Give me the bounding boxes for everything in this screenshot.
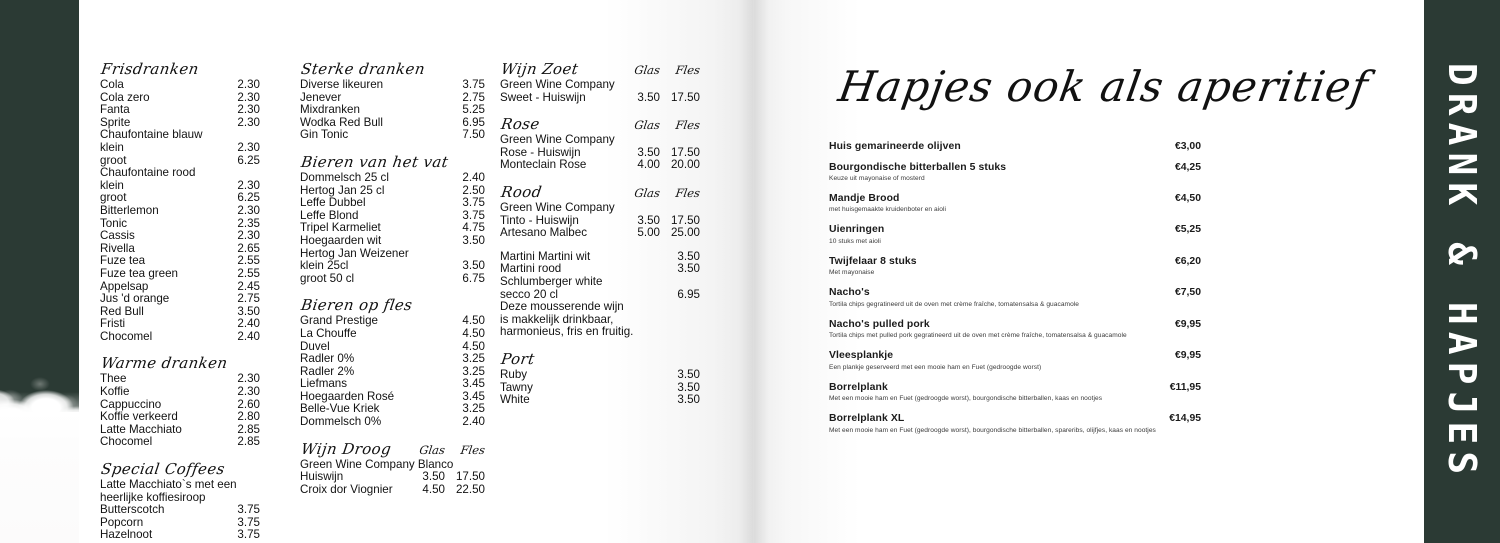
item-price: 2.40 <box>462 170 485 184</box>
menu-row <box>300 353 485 366</box>
item-name: Butterscotch <box>100 503 165 517</box>
menu-row <box>500 92 700 105</box>
item-name: Schlumberger white <box>500 274 603 288</box>
item-price: 2.55 <box>237 254 260 268</box>
drinks-column-3 <box>500 60 700 407</box>
snack-price: €4,50 <box>1174 192 1201 204</box>
item-name: Bitterlemon <box>100 203 159 217</box>
menu-row <box>100 293 260 306</box>
item-price: 2.30 <box>237 90 260 104</box>
snack-item-header <box>829 141 1201 152</box>
item-price: 2.45 <box>237 279 260 293</box>
item-price: 3.50 <box>462 233 485 247</box>
item-price: 2.80 <box>237 410 260 424</box>
menu-row <box>100 529 260 542</box>
item-name: heerlijke koffiesiroop <box>100 490 206 504</box>
snack-item-header <box>829 350 1201 361</box>
drinks-column-2 <box>300 60 485 496</box>
snack-description: 10 stuks met aioli <box>829 237 881 245</box>
item-price: 2.60 <box>237 397 260 411</box>
item-price: 4.50 <box>462 326 485 340</box>
item-name: Hoegaarden Rosé <box>300 389 395 403</box>
glas-column-header: Glas <box>418 442 446 457</box>
item-name: White <box>500 393 530 407</box>
section-gap <box>300 429 485 440</box>
section-gap <box>500 339 700 350</box>
item-name: Chocomel <box>100 435 153 449</box>
snack-item-header <box>829 162 1201 173</box>
item-price: 6.25 <box>237 191 260 205</box>
item-name: groot <box>100 153 127 167</box>
item-price: 3.50 <box>677 262 700 276</box>
snack-item <box>829 382 1201 404</box>
menu-row <box>300 172 485 185</box>
snack-item <box>829 256 1201 278</box>
menu-row <box>300 79 485 92</box>
snack-description: Met mayonaise <box>829 269 875 277</box>
item-name: Croix dor Viognier <box>300 482 393 496</box>
item-name: Liefmans <box>300 377 348 391</box>
item-name: Fristi <box>100 317 126 331</box>
item-bottle-price: 22.50 <box>455 482 485 496</box>
section-title: Rose <box>500 115 542 134</box>
menu-row <box>100 167 260 180</box>
item-price: 2.85 <box>237 435 260 449</box>
item-name: klein 25cl <box>300 259 349 273</box>
item-price: 3.50 <box>677 249 700 263</box>
item-name: is makkelijk drinkbaar, <box>500 312 614 326</box>
section-gap <box>500 172 700 183</box>
item-price: 2.30 <box>237 372 260 386</box>
item-name: Hazelnoot <box>100 528 153 542</box>
item-name: Appelsap <box>100 279 149 293</box>
menu-row <box>300 328 485 341</box>
snack-item <box>829 413 1201 435</box>
item-price: 3.50 <box>637 90 660 104</box>
item-name: Diverse likeuren <box>300 78 384 91</box>
item-name: secco 20 cl <box>500 287 558 301</box>
snack-price: €3,00 <box>1174 141 1201 152</box>
snack-description: Met een mooie ham en Fuet (gedroogde worst), bourgondische bitterballen, kaas en nootjes <box>829 395 1103 403</box>
item-name: Jenever <box>300 90 342 104</box>
snack-price: €5,25 <box>1174 224 1201 236</box>
item-name: Monteclain Rose <box>500 158 587 172</box>
menu-row <box>500 369 700 382</box>
menu-row <box>500 382 700 395</box>
item-bottle-price: 17.50 <box>455 470 485 484</box>
item-name: Fuze tea green <box>100 266 178 280</box>
left-band-fill <box>0 0 79 412</box>
item-name: Rose - Huiswijn <box>500 145 581 159</box>
item-price: 3.50 <box>677 393 700 407</box>
right-green-band <box>1424 0 1500 543</box>
item-bottle-price: 20.00 <box>670 158 700 172</box>
item-price: 3.25 <box>462 352 485 366</box>
snack-price: €9,95 <box>1174 318 1201 330</box>
item-price: 2.35 <box>237 216 260 230</box>
menu-row <box>300 104 485 117</box>
item-price: 2.75 <box>462 90 485 104</box>
item-price: 3.25 <box>462 402 485 416</box>
item-price: 3.50 <box>677 367 700 381</box>
item-price: 6.25 <box>237 153 260 167</box>
item-name: Jus 'd orange <box>100 292 170 306</box>
fles-column-header: Fles <box>674 63 701 77</box>
item-name: Cola zero <box>100 90 150 104</box>
fles-column-header: Fles <box>459 442 486 457</box>
menu-row <box>500 276 700 289</box>
snack-description: Een plankje geserveerd met een mooie ham en Fuet (gedroogde worst) <box>829 363 1042 371</box>
item-name: Cola <box>100 78 124 91</box>
menu-row <box>500 159 700 172</box>
item-price: 2.40 <box>237 317 260 331</box>
item-name: Martini rood <box>500 262 562 276</box>
menu-row <box>300 484 485 497</box>
menu-row <box>100 129 260 142</box>
item-name: Red Bull <box>100 304 144 318</box>
item-price: 3.50 <box>677 380 700 394</box>
item-name: Chaufontaine rood <box>100 166 196 180</box>
snack-item-header <box>829 319 1201 330</box>
left-green-band <box>0 0 79 543</box>
item-price: 6.95 <box>462 115 485 129</box>
item-name: Tripel Karmeliet <box>300 221 381 235</box>
section-title: Warme dranken <box>100 354 229 373</box>
page-title: Hapjes ook als aperitief <box>835 62 1373 111</box>
item-price: 3.50 <box>637 213 660 227</box>
item-name: Cappuccino <box>100 397 162 411</box>
item-price: 3.75 <box>462 78 485 91</box>
snack-name: Huis gemarineerde olijven <box>829 141 961 152</box>
item-name: Rivella <box>100 241 135 255</box>
item-name: Chocomel <box>100 329 153 343</box>
item-bottle-price: 25.00 <box>670 226 700 240</box>
snack-description: Met een mooie ham en Fuet (gedroogde worst), bourgondische bitterballen, spareribs, olijfjes, kaas en nootjes <box>829 426 1156 434</box>
smoke-fade <box>0 392 79 543</box>
item-name: Leffe Dubbel <box>300 196 366 210</box>
item-name: Thee <box>100 372 127 386</box>
item-price: 2.30 <box>237 115 260 129</box>
menu-row <box>100 504 260 517</box>
snack-item <box>829 162 1201 184</box>
item-name: Latte Macchiato <box>100 422 182 436</box>
item-name: Martini Martini wit <box>500 249 591 263</box>
section-title: Rood <box>500 182 544 201</box>
snack-name: Borrelplank XL <box>829 413 905 425</box>
item-price: 2.30 <box>237 103 260 117</box>
section-title: Frisdranken <box>100 60 201 78</box>
item-name: Green Wine Company <box>500 78 615 91</box>
snack-price: €7,50 <box>1174 287 1201 299</box>
section-gap <box>300 142 485 153</box>
section-title: Bieren van het vat <box>300 152 450 171</box>
snack-item-header <box>829 193 1201 204</box>
item-name: Tonic <box>100 216 128 230</box>
section-title: Wijn Zoet <box>500 60 580 78</box>
snack-name: Vleesplankje <box>829 350 894 362</box>
snack-item <box>829 224 1201 246</box>
item-price: 2.30 <box>237 140 260 154</box>
item-name: Latte Macchiato`s met een <box>100 478 237 492</box>
item-price: 4.50 <box>462 339 485 353</box>
snack-description: Tortila chips met pulled pork gegratineerd uit de oven met crème fraîche, tomatensalsa & guacamole <box>829 332 1127 340</box>
section-header-row <box>500 183 700 202</box>
item-name: Hoegaarden wit <box>300 233 382 247</box>
snack-description: Keuze uit mayonaise of mosterd <box>829 174 925 182</box>
item-price: 2.30 <box>237 178 260 192</box>
item-name: Green Wine Company <box>500 133 615 147</box>
item-name: Tawny <box>500 380 533 394</box>
item-name: harmonieus, fris en fruitig. <box>500 325 634 339</box>
menu-row <box>300 471 485 484</box>
menu-row <box>300 197 485 210</box>
section-title: Special Coffees <box>100 460 227 479</box>
page-spine-shadow <box>739 0 769 543</box>
menu-row <box>100 331 260 344</box>
item-price: 3.75 <box>237 503 260 517</box>
menu-row <box>500 394 700 407</box>
menu-row <box>500 301 700 314</box>
snack-name: Twijfelaar 8 stuks <box>829 255 917 267</box>
section-header-row <box>500 115 700 134</box>
snack-item-header <box>829 256 1201 267</box>
snack-price: €9,95 <box>1174 350 1201 362</box>
item-name: Radler 0% <box>300 352 355 366</box>
section-gap <box>100 449 260 460</box>
item-price: 2.50 <box>462 183 485 197</box>
item-price: 6.95 <box>677 287 700 301</box>
snack-item <box>829 350 1201 372</box>
drinks-column-1 <box>100 60 260 542</box>
item-name: Koffie <box>100 385 130 399</box>
drank-en-hapjes-label: DRANK & HAPJES <box>1440 62 1484 481</box>
snack-item-header <box>829 382 1201 393</box>
item-price: 2.55 <box>237 266 260 280</box>
menu-row <box>300 378 485 391</box>
menu-row <box>500 134 700 147</box>
menu-row <box>300 129 485 142</box>
item-price: 2.30 <box>237 385 260 399</box>
item-name: Green Wine Company <box>500 200 615 214</box>
item-name: Hertog Jan 25 cl <box>300 183 385 197</box>
item-price: 4.50 <box>462 314 485 328</box>
item-name: Tinto - Huiswijn <box>500 213 579 227</box>
menu-row <box>100 104 260 117</box>
snack-price: €11,95 <box>1169 381 1201 393</box>
item-name: La Chouffe <box>300 326 357 340</box>
item-price: 5.00 <box>637 226 660 240</box>
item-name: klein <box>100 140 124 154</box>
section-header-row <box>300 440 485 459</box>
section-title: Sterke dranken <box>300 60 427 78</box>
glas-column-header: Glas <box>633 118 661 133</box>
item-price: 2.40 <box>462 415 485 429</box>
item-name: Green Wine Company Blanco <box>300 457 454 471</box>
snack-item <box>829 287 1201 309</box>
item-price: 2.65 <box>237 241 260 255</box>
item-price: 2.75 <box>237 292 260 306</box>
snack-name: Bourgondische bitterballen 5 stuks <box>829 161 1007 173</box>
item-name: Sprite <box>100 115 131 129</box>
item-name: Mixdranken <box>300 103 360 117</box>
item-name: Dommelsch 0% <box>300 415 382 429</box>
item-name: Fanta <box>100 103 130 117</box>
item-price: 3.75 <box>462 196 485 210</box>
item-name: Duvel <box>300 339 330 353</box>
item-name: groot <box>100 191 127 205</box>
item-name: Fuze tea <box>100 254 146 268</box>
item-name: Wodka Red Bull <box>300 115 383 129</box>
snack-description: met huisgemaakte kruidenboter en aioli <box>829 206 946 214</box>
item-price: 6.75 <box>462 271 485 285</box>
snack-name: Mandje Brood <box>829 192 900 204</box>
item-name: Sweet - Huiswijn <box>500 90 586 104</box>
item-price: 4.00 <box>637 158 660 172</box>
menu-row <box>100 318 260 331</box>
item-name: Huiswijn <box>300 470 344 484</box>
menu-row <box>300 260 485 273</box>
item-name: Artesano Malbec <box>500 226 587 240</box>
item-name: Koffie verkeerd <box>100 410 178 424</box>
item-name: Leffe Blond <box>300 208 359 222</box>
menu-row <box>100 79 260 92</box>
item-bottle-price: 17.50 <box>670 213 700 227</box>
item-price: 7.50 <box>462 128 485 142</box>
snack-item-header <box>829 413 1201 424</box>
section-header-row <box>500 60 700 79</box>
item-price: 2.30 <box>237 229 260 243</box>
item-name: Chaufontaine blauw <box>100 128 203 142</box>
menu-row <box>500 227 700 240</box>
menu-row <box>300 235 485 248</box>
item-price: 3.75 <box>237 515 260 529</box>
snack-name: Nacho's <box>829 287 870 299</box>
menu-row <box>100 479 260 492</box>
snack-price: €6,20 <box>1174 255 1201 267</box>
snack-item <box>829 319 1201 341</box>
menu-row <box>300 416 485 429</box>
glas-column-header: Glas <box>633 185 661 200</box>
item-name: klein <box>100 178 124 192</box>
snack-price: €4,25 <box>1174 161 1201 173</box>
section-title: Wijn Droog <box>300 439 393 458</box>
snack-item-header <box>829 287 1201 298</box>
menu-row <box>100 205 260 218</box>
item-price: 2.85 <box>237 422 260 436</box>
item-name: Popcorn <box>100 515 144 529</box>
section-gap <box>300 285 485 296</box>
item-price: 3.50 <box>422 470 445 484</box>
item-price: 4.75 <box>462 221 485 235</box>
item-price: 3.45 <box>462 389 485 403</box>
menu-row <box>500 202 700 215</box>
snack-item <box>829 193 1201 215</box>
menu-row <box>100 386 260 399</box>
item-name: Ruby <box>500 367 528 381</box>
snack-item <box>829 141 1201 152</box>
menu-row <box>100 436 260 449</box>
menu-row <box>100 142 260 155</box>
menu-row <box>100 230 260 243</box>
item-name: Cassis <box>100 229 135 243</box>
item-name: groot 50 cl <box>300 271 355 285</box>
section-title: Port <box>500 349 536 368</box>
menu-row <box>300 273 485 286</box>
item-name: Belle-Vue Kriek <box>300 402 380 416</box>
snack-name: Nacho's pulled pork <box>829 318 930 330</box>
section-gap <box>500 104 700 115</box>
menu-row <box>100 411 260 424</box>
section-gap <box>100 343 260 354</box>
item-name: Deze mousserende wijn <box>500 300 624 314</box>
item-name: Gin Tonic <box>300 128 349 142</box>
item-price: 3.50 <box>462 259 485 273</box>
menu-row <box>500 79 700 92</box>
item-price: 3.75 <box>462 208 485 222</box>
item-name: Hertog Jan Weizener <box>300 246 409 260</box>
snack-name: Uienringen <box>829 224 885 236</box>
item-name: Dommelsch 25 cl <box>300 170 389 184</box>
fles-column-header: Fles <box>674 118 701 133</box>
item-price: 3.45 <box>462 377 485 391</box>
snack-name: Borrelplank <box>829 381 888 393</box>
snack-item-header <box>829 224 1201 235</box>
glas-column-header: Glas <box>633 63 661 77</box>
item-price: 2.30 <box>237 78 260 91</box>
menu-row <box>500 326 700 339</box>
item-name: Radler 2% <box>300 364 355 378</box>
item-name: Grand Prestige <box>300 314 378 328</box>
snacks-list <box>829 141 1201 445</box>
item-price: 3.75 <box>237 528 260 542</box>
menu-row <box>100 268 260 281</box>
item-price: 2.40 <box>237 329 260 343</box>
item-price: 3.25 <box>462 364 485 378</box>
snack-price: €14,95 <box>1169 413 1201 425</box>
section-title: Bieren op fles <box>300 296 414 315</box>
item-price: 4.50 <box>422 482 445 496</box>
snack-description: Tortila chips gegratineerd uit de oven met crème fraîche, tomatensalsa & guacamole <box>829 300 1080 308</box>
item-bottle-price: 17.50 <box>670 90 700 104</box>
item-price: 3.50 <box>637 145 660 159</box>
fles-column-header: Fles <box>674 185 701 200</box>
item-price: 3.50 <box>237 304 260 318</box>
item-price: 2.30 <box>237 203 260 217</box>
item-price: 5.25 <box>462 103 485 117</box>
item-bottle-price: 17.50 <box>670 145 700 159</box>
